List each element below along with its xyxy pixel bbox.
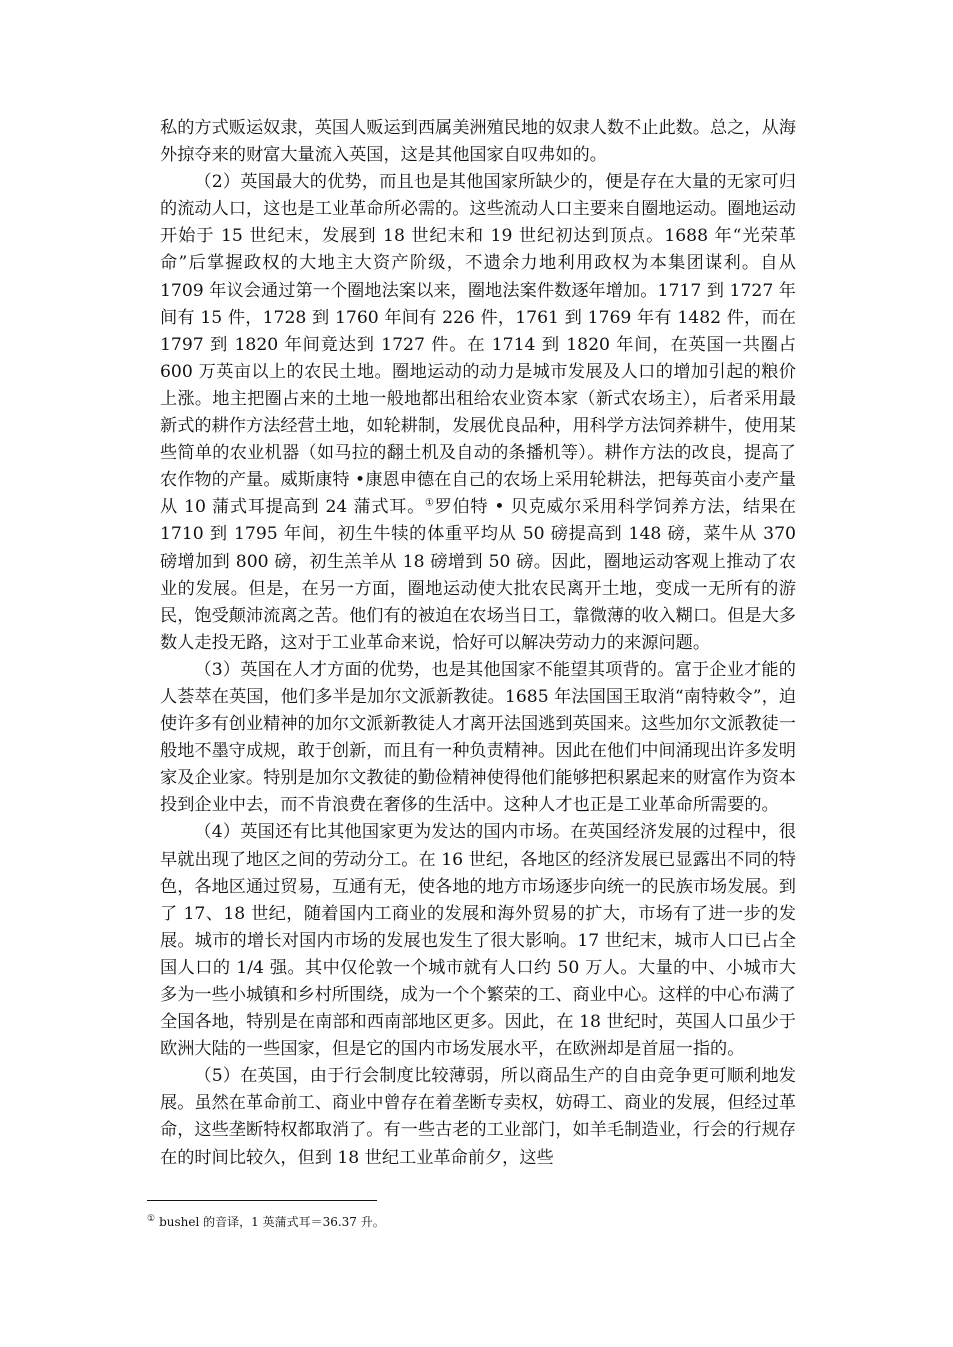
paragraph-4 <box>160 1063 796 1171</box>
footnote-marker: ① <box>147 1214 156 1224</box>
paragraph-0-text: 私的方式贩运奴隶，英国人贩运到西属美洲殖民地的奴隶人数不止此数。总之，从海外掠夺来的财富大量流入英国，这是其他国家自叹弗如的。 <box>160 118 796 166</box>
paragraph-1 <box>160 169 796 657</box>
paragraph-3 <box>160 819 796 1063</box>
footnote-reference: ① <box>424 497 435 509</box>
paragraph-3-text: （4）英国还有比其他国家更为发达的国内市场。在英国经济发展的过程中，很早就出现了地区之间的劳动分工。在 16 世纪，各地区的经济发展已显露出不同的特色，各地区通过贸易，互通有无，使各地的地方市场逐步向统一的民族市场发展。到了 17、18 世纪，随着国内工商业的发展和海外贸易的扩大，市场有了进一步的发展。城市的增长对国内市场的发展也发生了很大影响。17 世纪末，城市人口已占全国人口的 1/4 强。其中仅伦敦一个城市就有人口约 50 万人。大量的中、小城市大多为一些小城镇和乡村所围绕，成为一个个繁荣的工、商业中心。这样的中心布满了全国各地，特别是在南部和西南部地区更多。因此，在 18 世纪时，英国人口虽少于欧洲大陆的一些国家，但是它的国内市场发展水平，在欧洲却是首屈一指的。 <box>160 822 796 1060</box>
paragraph-1-text-b: 罗伯特 • 贝克威尔采用科学饲养方法，结果在 1710 到 1795 年间，初生牛犊的体重平均从 50 磅提高到 148 磅，菜牛从 370 磅增加到 800 磅，初生羔羊从 18 磅增到 50 磅。因此，圈地运动客观上推动了农业的发展。但是，在另一方面，圈地运动使大批农民离开土地，变成一无所有的游民，饱受颠沛流离之苦。他们有的被迫在农场当日工，靠微薄的收入糊口。但是大多数人走投无路，这对于工业革命来说，恰好可以解决劳动力的来源问题。 <box>160 497 796 653</box>
paragraph-2-text: （3）英国在人才方面的优势，也是其他国家不能望其项背的。富于企业才能的人荟萃在英国，他们多半是加尔文派新教徒。1685 年法国国王取消“南特敕令”，迫使许多有创业精神的加尔文派新教徒人才离开法国逃到英国来。这些加尔文派教徒一般地不墨守成规，敢于创新，而且有一种负责精神。因此在他们中间涌现出许多发明家及企业家。特别是加尔文教徒的勤俭精神使得他们能够把积累起来的财富作为资本投到企业中去，而不肯浪费在奢侈的生活中。这种人才也正是工业革命所需要的。 <box>160 659 796 816</box>
footnote-divider <box>147 1200 377 1201</box>
footnote-text: bushel 的音译，1 英蒲式耳＝36.37 升。 <box>159 1215 385 1229</box>
footnote <box>147 1213 787 1231</box>
paragraph-0 <box>160 115 796 169</box>
paragraph-2 <box>160 657 796 820</box>
body-text <box>160 115 796 1172</box>
paragraph-4-text: （5）在英国，由于行会制度比较薄弱，所以商品生产的自由竞争更可顺利地发展。虽然在革命前工、商业中曾存在着垄断专卖权，妨碍工、商业的发展，但经过革命，这些垄断特权都取消了。有一些古老的工业部门，如羊毛制造业，行会的行规存在的时间比较久，但到 18 世纪工业革命前夕，这些 <box>160 1066 796 1168</box>
paragraph-1-text-a: （2）英国最大的优势，而且也是其他国家所缺少的，便是存在大量的无家可归的流动人口，这也是工业革命所必需的。这些流动人口主要来自圈地运动。圈地运动开始于 15 世纪末，发展到 18 世纪末和 19 世纪初达到顶点。1688 年“光荣革命”后掌握政权的大地主大资产阶级，不遗余力地利用政权为本集团谋利。自从 1709 年议会通过第一个圈地法案以来，圈地法案件数逐年增加。1717 到 1727 年间有 15 件，1728 到 1760 年间有 226 件，1761 到 1769 年有 1482 件，而在 1797 到 1820 年间竟达到 1727 件。在 1714 到 1820 年间，在英国一共圈占 600 万英亩以上的农民土地。圈地运动的动力是城市发展及人口的增加引起的粮价上涨。地主把圈占来的土地一般地都出租给农业资本家（新式农场主），后者采用最新式的耕作方法经营土地，如轮耕制，发展优良品种，用科学方法饲养耕牛，使用某些简单的农业机器（如马拉的翻土机及自动的条播机等）。耕作方法的改良，提高了农作物的产量。威斯康特 •康恩申德在自己的农场上采用轮耕法，把每英亩小麦产量从 10 蒲式耳提高到 24 蒲式耳。 <box>160 172 796 518</box>
